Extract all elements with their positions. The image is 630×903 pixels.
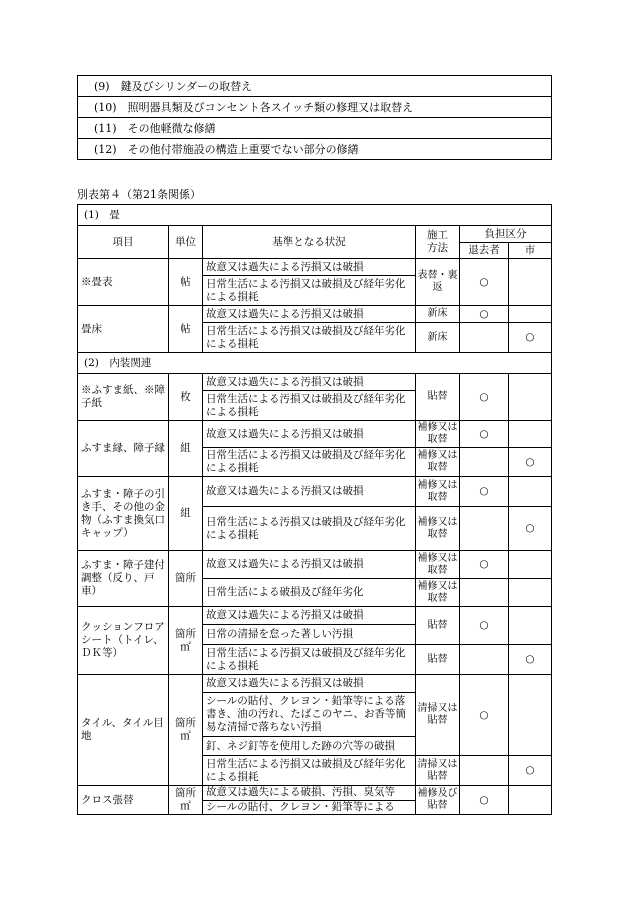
criteria-cell: 日常生活による汚損又は破損及び経年劣化による損耗	[203, 391, 416, 421]
criteria-cell: 日常生活による破損及び経年劣化	[203, 579, 416, 607]
item-cell: ふすま・障子建付調整（反り、戸車）	[78, 551, 169, 607]
unit-cell: 箇所	[169, 551, 203, 607]
method-cell: 補修又は取替	[416, 507, 460, 551]
city-mark	[509, 675, 552, 756]
criteria-cell: 故意又は過失による汚損又は破損	[203, 607, 416, 625]
criteria-cell: 日常の清掃を怠った著しい汚損	[203, 625, 416, 645]
unit-cell: 組	[169, 421, 203, 477]
header-method: 施工 方法	[416, 226, 460, 259]
tenant-mark	[460, 579, 509, 607]
header-item: 項目	[78, 226, 169, 259]
method-cell: 補修又は取替	[416, 448, 460, 477]
table-row	[78, 259, 552, 276]
criteria-cell: シールの貼付、クレヨン・鉛筆等による	[203, 800, 416, 815]
tenant-mark: ○	[460, 259, 509, 306]
city-mark	[509, 477, 552, 507]
method-cell: 補修及び貼替	[416, 786, 460, 815]
city-mark: ○	[509, 645, 552, 675]
item-cell: クッションフロアシート（トイレ、ＤＫ等）	[78, 607, 169, 675]
header-unit: 単位	[169, 226, 203, 259]
criteria-cell: 日常生活による汚損又は破損及び経年劣化による損耗	[203, 645, 416, 675]
criteria-cell: 日常生活による汚損又は破損及び経年劣化による損耗	[203, 276, 416, 306]
method-cell: 補修又は取替	[416, 551, 460, 579]
method-cell: 補修又は取替	[416, 477, 460, 507]
list-item: (9) 鍵及びシリンダーの取替え	[78, 76, 552, 97]
criteria-cell: 故意又は過失による汚損又は破損	[203, 374, 416, 391]
tenant-mark: ○	[460, 421, 509, 448]
criteria-cell: 故意又は過失による汚損又は破損	[203, 306, 416, 323]
item-cell: ふすま・障子の引き手、その他の金物（ふすま換気口キャップ）	[78, 477, 169, 551]
item-cell: ※ふすま紙、※障子紙	[78, 374, 169, 421]
tenant-mark	[460, 756, 509, 786]
unit-cell: 帖	[169, 259, 203, 306]
header-tenant: 退去者	[460, 243, 509, 259]
table-row	[78, 306, 552, 323]
city-mark: ○	[509, 323, 552, 353]
list-item: (10) 照明器具類及びコンセント各スイッチ類の修理又は取替え	[78, 97, 552, 118]
tenant-mark	[460, 323, 509, 353]
table-row	[78, 607, 552, 625]
criteria-cell: 日常生活による汚損又は破損及び経年劣化による損耗	[203, 323, 416, 353]
item-cell: タイル、タイル目地	[78, 675, 169, 786]
method-cell: 新床	[416, 323, 460, 353]
method-cell: 新床	[416, 306, 460, 323]
tenant-mark: ○	[460, 786, 509, 815]
header-criteria: 基準となる状況	[203, 226, 416, 259]
criteria-cell: 故意又は過失による汚損又は破損	[203, 551, 416, 579]
item-cell: ふすま縁、障子縁	[78, 421, 169, 477]
list-item: (12) その他付帯施設の構造上重要でない部分の修繕	[78, 139, 552, 160]
table-row	[78, 477, 552, 507]
city-mark	[509, 306, 552, 323]
criteria-cell: 故意又は過失による汚損又は破損	[203, 477, 416, 507]
item-cell: クロス張替	[78, 786, 169, 815]
tenant-mark	[460, 507, 509, 551]
list-item: (11) その他軽微な修繕	[78, 118, 552, 139]
method-cell: 貼替	[416, 607, 460, 645]
criteria-cell: 故意又は過失による汚損又は破損	[203, 421, 416, 448]
table-caption: 別表第４（第21条関係）	[77, 188, 201, 201]
header-burden: 負担区分	[460, 226, 552, 243]
unit-cell: 箇所㎡	[169, 786, 203, 815]
method-cell: 補修又は取替	[416, 421, 460, 448]
unit-cell: 組	[169, 477, 203, 551]
section-title-tatami: (1) 畳	[78, 205, 552, 226]
criteria-cell: 日常生活による汚損又は破損及び経年劣化による損耗	[203, 507, 416, 551]
unit-cell: 箇所㎡	[169, 607, 203, 675]
tenant-mark	[460, 645, 509, 675]
tenant-mark: ○	[460, 551, 509, 579]
unit-cell: 帖	[169, 306, 203, 353]
criteria-cell: 故意又は過失による汚損又は破損	[203, 675, 416, 693]
burden-table	[77, 204, 552, 815]
item-cell: 畳床	[78, 306, 169, 353]
item-cell: ※畳表	[78, 259, 169, 306]
tenant-mark: ○	[460, 374, 509, 421]
criteria-cell: 故意又は過失による破損、汚損、臭気等	[203, 786, 416, 801]
table-row	[78, 551, 552, 579]
city-mark	[509, 421, 552, 448]
method-cell: 清掃又は貼替	[416, 675, 460, 756]
tenant-mark: ○	[460, 306, 509, 323]
city-mark: ○	[509, 507, 552, 551]
method-cell: 表替・裏返	[416, 259, 460, 306]
unit-cell: 箇所㎡	[169, 675, 203, 786]
unit-cell: 枚	[169, 374, 203, 421]
city-mark	[509, 551, 552, 579]
tenant-mark	[460, 448, 509, 477]
repair-items-list	[77, 75, 552, 160]
table-row	[78, 675, 552, 693]
method-cell: 貼替	[416, 645, 460, 675]
tenant-mark: ○	[460, 477, 509, 507]
header-city: 市	[509, 243, 552, 259]
criteria-cell: 日常生活による汚損又は破損及び経年劣化による損耗	[203, 756, 416, 786]
criteria-cell: シールの貼付、クレヨン・鉛筆等による落書き、油の汚れ、たばこのヤニ、お香等簡易な清掃で落ちない汚損	[203, 693, 416, 737]
city-mark	[509, 607, 552, 645]
table-row	[78, 421, 552, 448]
criteria-cell: 故意又は過失による汚損又は破損	[203, 259, 416, 276]
method-cell: 補修又は取替	[416, 579, 460, 607]
tenant-mark: ○	[460, 607, 509, 645]
city-mark	[509, 579, 552, 607]
city-mark: ○	[509, 756, 552, 786]
criteria-cell: 日常生活による汚損又は破損及び経年劣化による損耗	[203, 448, 416, 477]
city-mark: ○	[509, 448, 552, 477]
criteria-cell: 釘、ネジ釘等を使用した跡の穴等の破損	[203, 737, 416, 756]
table-row	[78, 786, 552, 801]
city-mark	[509, 259, 552, 306]
section-title-interior: (2) 内装関連	[78, 353, 552, 374]
method-cell: 貼替	[416, 374, 460, 421]
tenant-mark: ○	[460, 675, 509, 756]
table-row	[78, 374, 552, 391]
method-cell: 清掃又は貼替	[416, 756, 460, 786]
city-mark	[509, 374, 552, 421]
city-mark	[509, 786, 552, 815]
